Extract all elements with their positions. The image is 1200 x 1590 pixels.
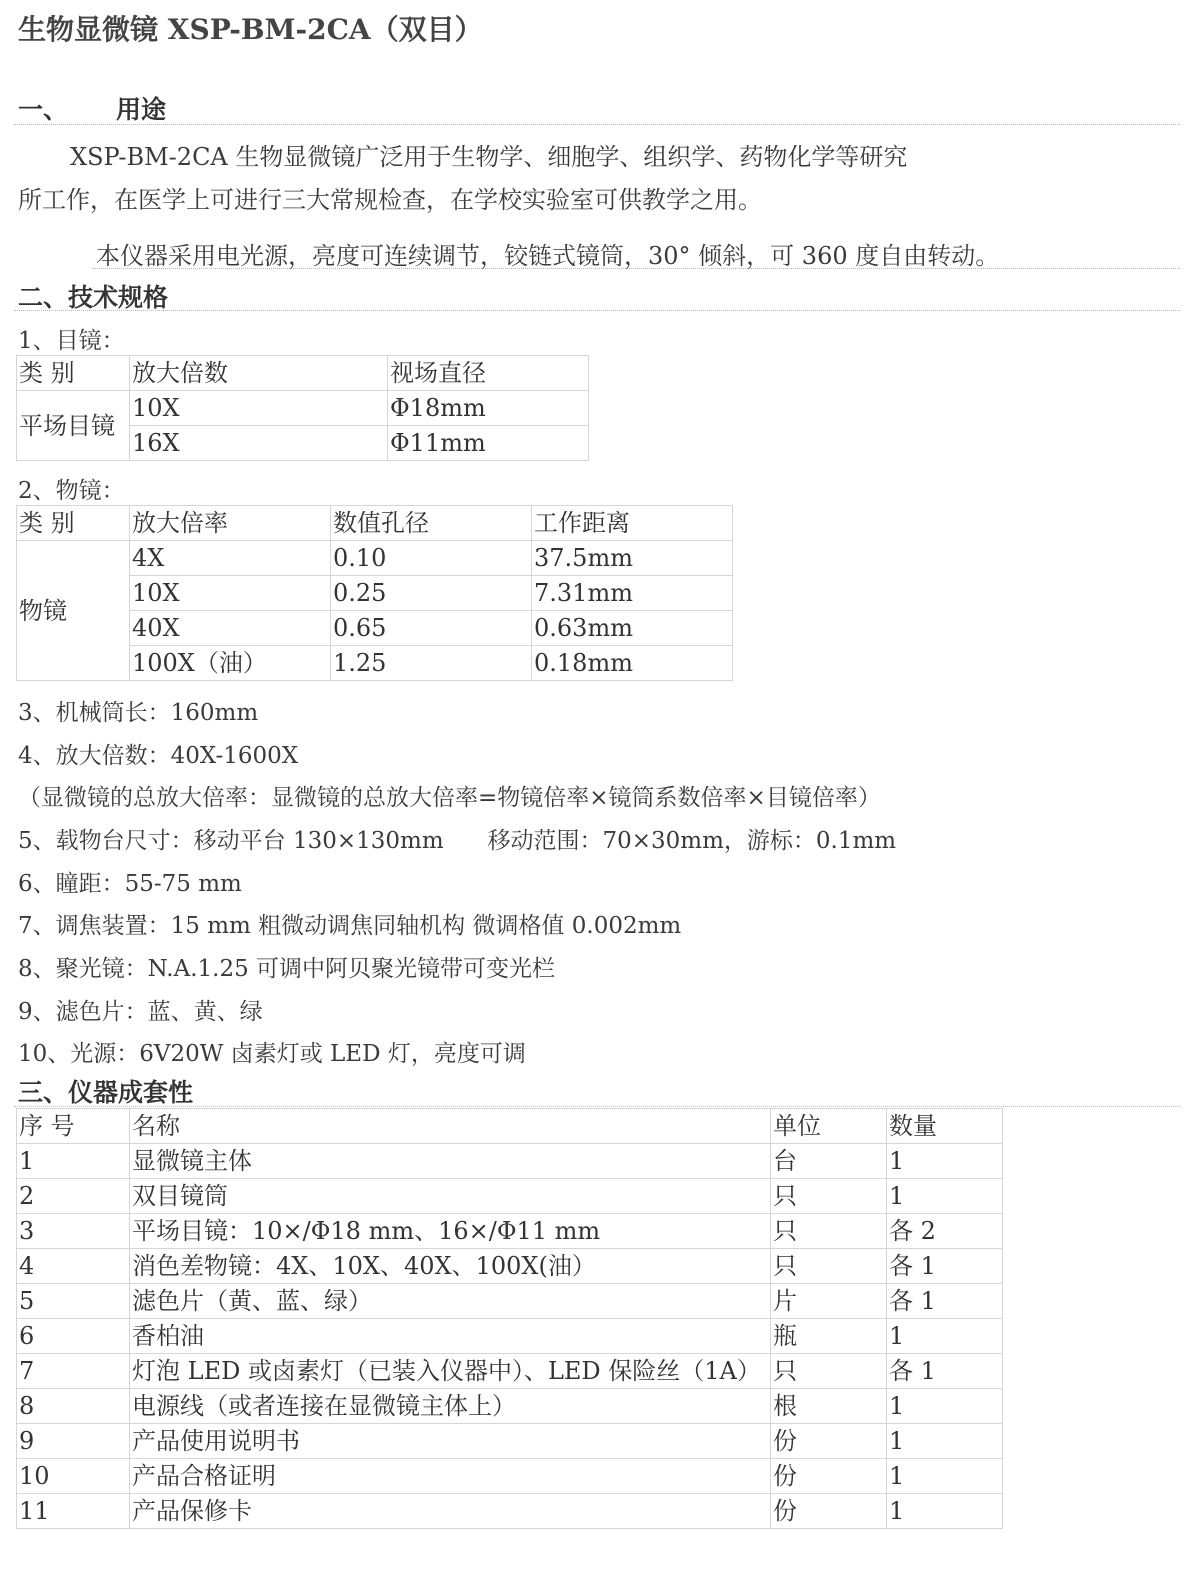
divider bbox=[14, 310, 1180, 311]
table-cell: 1 bbox=[887, 1494, 1003, 1529]
table-header-cell: 工作距离 bbox=[532, 506, 733, 541]
table-cell: 灯泡 LED 或卤素灯（已装入仪器中）、LED 保险丝（1A） bbox=[130, 1354, 771, 1389]
table-cell: 3 bbox=[17, 1214, 130, 1249]
table-header-cell: 数值孔径 bbox=[331, 506, 532, 541]
table-cell: 1 bbox=[887, 1459, 1003, 1494]
table-row bbox=[17, 1494, 1003, 1529]
table-cell: 0.25 bbox=[331, 576, 532, 611]
table-cell: 10X bbox=[130, 576, 331, 611]
table-cell: 37.5mm bbox=[532, 541, 733, 576]
table-cell: 各 1 bbox=[887, 1284, 1003, 1319]
table-cell: 7 bbox=[17, 1354, 130, 1389]
table-cell: 0.10 bbox=[331, 541, 532, 576]
table-cell: 0.18mm bbox=[532, 646, 733, 681]
table-cell: 电源线（或者连接在显微镜主体上） bbox=[130, 1389, 771, 1424]
table-cell: 只 bbox=[771, 1249, 887, 1284]
table-cell: 0.65 bbox=[331, 611, 532, 646]
table-cell: 9 bbox=[17, 1424, 130, 1459]
table-cell: 份 bbox=[771, 1459, 887, 1494]
table-row bbox=[17, 1214, 1003, 1249]
page-title: 生物显微镜 XSP-BM-2CA（双目） bbox=[18, 13, 483, 46]
table-cell: 产品保修卡 bbox=[130, 1494, 771, 1529]
table-cell: 6 bbox=[17, 1319, 130, 1354]
table-cell: 2 bbox=[17, 1179, 130, 1214]
spec-line: 6、瞳距：55-75 mm bbox=[18, 871, 242, 897]
table-cell: 1 bbox=[887, 1144, 1003, 1179]
table-cell: 消色差物镜：4X、10X、40X、100X(油） bbox=[130, 1249, 771, 1284]
table-cell: 1 bbox=[887, 1179, 1003, 1214]
table-cell: 5 bbox=[17, 1284, 130, 1319]
table-cell: 份 bbox=[771, 1424, 887, 1459]
table-cell: 产品使用说明书 bbox=[130, 1424, 771, 1459]
table-cell: 11 bbox=[17, 1494, 130, 1529]
table-cell: 只 bbox=[771, 1214, 887, 1249]
table-cell: 100X（油） bbox=[130, 646, 331, 681]
table-cell: Φ11mm bbox=[388, 426, 589, 461]
table-row bbox=[17, 1144, 1003, 1179]
table-cell: 40X bbox=[130, 611, 331, 646]
table-header-cell: 类 别 bbox=[17, 356, 130, 391]
table-row bbox=[17, 541, 733, 576]
table-cell: 只 bbox=[771, 1354, 887, 1389]
table-cell: 香柏油 bbox=[130, 1319, 771, 1354]
table-cell: 1 bbox=[17, 1144, 130, 1179]
table-row bbox=[17, 1389, 1003, 1424]
table-cell: 瓶 bbox=[771, 1319, 887, 1354]
table-header-cell: 名称 bbox=[130, 1109, 771, 1144]
table-cell: 份 bbox=[771, 1494, 887, 1529]
table-cell: 8 bbox=[17, 1389, 130, 1424]
table-header-cell: 数量 bbox=[887, 1109, 1003, 1144]
divider bbox=[92, 268, 1180, 269]
table-row bbox=[17, 1249, 1003, 1284]
table-header-cell: 放大倍数 bbox=[130, 356, 388, 391]
table-cell: 台 bbox=[771, 1144, 887, 1179]
section-kit-heading: 三、仪器成套性 bbox=[18, 1078, 194, 1107]
spec-line: （显微镜的总放大倍率：显微镜的总放大倍率=物镜倍率×镜筒系数倍率×目镜倍率） bbox=[18, 785, 881, 811]
table-cell: 滤色片（黄、蓝、绿） bbox=[130, 1284, 771, 1319]
divider bbox=[14, 124, 1180, 125]
table-row bbox=[17, 391, 589, 426]
table-row bbox=[17, 1179, 1003, 1214]
table-row bbox=[17, 1354, 1003, 1389]
spec-line: 10、光源：6V20W 卤素灯或 LED 灯，亮度可调 bbox=[18, 1041, 526, 1067]
spec-line: 3、机械筒长：160mm bbox=[18, 700, 259, 726]
eyepiece-heading: 1、目镜： bbox=[18, 328, 125, 354]
table-cell: 4 bbox=[17, 1249, 130, 1284]
table-cell: 7.31mm bbox=[532, 576, 733, 611]
table-row bbox=[17, 1284, 1003, 1319]
table-cell: 双目镜筒 bbox=[130, 1179, 771, 1214]
divider bbox=[14, 1106, 1180, 1107]
table-cell: 1 bbox=[887, 1389, 1003, 1424]
usage-paragraph-3: 本仪器采用电光源，亮度可连续调节，铰链式镜筒，30° 倾斜，可 360 度自由转动。 bbox=[96, 242, 1000, 270]
table-cell-category: 平场目镜 bbox=[17, 391, 130, 461]
table-header-row bbox=[17, 356, 589, 391]
table-header-cell: 序 号 bbox=[17, 1109, 130, 1144]
table-row bbox=[17, 1319, 1003, 1354]
table-cell: 1.25 bbox=[331, 646, 532, 681]
table-cell: Φ18mm bbox=[388, 391, 589, 426]
spec-line: 7、调焦装置：15 mm 粗微动调焦同轴机构 微调格值 0.002mm bbox=[18, 913, 682, 939]
table-header-row bbox=[17, 1109, 1003, 1144]
table-cell: 16X bbox=[130, 426, 388, 461]
spec-line: 8、聚光镜：N.A.1.25 可调中阿贝聚光镜带可变光栏 bbox=[18, 956, 556, 982]
table-cell: 0.63mm bbox=[532, 611, 733, 646]
section-usage-heading bbox=[18, 90, 166, 126]
table-header-cell: 视场直径 bbox=[388, 356, 589, 391]
table-cell: 1 bbox=[887, 1319, 1003, 1354]
table-cell: 平场目镜：10×/Φ18 mm、16×/Φ11 mm bbox=[130, 1214, 771, 1249]
usage-paragraph-2: 所工作，在医学上可进行三大常规检查，在学校实验室可供教学之用。 bbox=[18, 186, 762, 214]
table-cell: 产品合格证明 bbox=[130, 1459, 771, 1494]
table-cell: 4X bbox=[130, 541, 331, 576]
usage-paragraph-1: XSP-BM-2CA 生物显微镜广泛用于生物学、细胞学、组织学、药物化学等研究 bbox=[70, 143, 908, 171]
table-header-row bbox=[17, 506, 733, 541]
table-cell: 各 2 bbox=[887, 1214, 1003, 1249]
table-cell: 片 bbox=[771, 1284, 887, 1319]
table-cell: 10 bbox=[17, 1459, 130, 1494]
spec-line: 4、放大倍数：40X-1600X bbox=[18, 743, 299, 769]
section-usage-number: 一、 bbox=[18, 95, 69, 124]
table-cell-category: 物镜 bbox=[17, 541, 130, 681]
spec-line: 9、滤色片：蓝、黄、绿 bbox=[18, 999, 263, 1025]
section-specs-heading: 二、技术规格 bbox=[18, 283, 169, 312]
eyepiece-table bbox=[16, 355, 589, 461]
table-header-cell: 放大倍率 bbox=[130, 506, 331, 541]
table-cell: 10X bbox=[130, 391, 388, 426]
spec-line: 5、载物台尺寸：移动平台 130×130mm 移动范围：70×30mm，游标：0.1mm bbox=[18, 828, 897, 854]
table-cell: 只 bbox=[771, 1179, 887, 1214]
objective-table bbox=[16, 505, 733, 681]
table-header-cell: 类 别 bbox=[17, 506, 130, 541]
table-cell: 显微镜主体 bbox=[130, 1144, 771, 1179]
table-header-cell: 单位 bbox=[771, 1109, 887, 1144]
table-row bbox=[17, 1459, 1003, 1494]
table-cell: 1 bbox=[887, 1424, 1003, 1459]
table-cell: 各 1 bbox=[887, 1354, 1003, 1389]
table-cell: 各 1 bbox=[887, 1249, 1003, 1284]
kit-table bbox=[16, 1108, 1003, 1529]
objective-heading: 2、物镜： bbox=[18, 478, 125, 504]
section-usage-label: 用途 bbox=[116, 95, 167, 124]
table-row bbox=[17, 1424, 1003, 1459]
table-cell: 根 bbox=[771, 1389, 887, 1424]
